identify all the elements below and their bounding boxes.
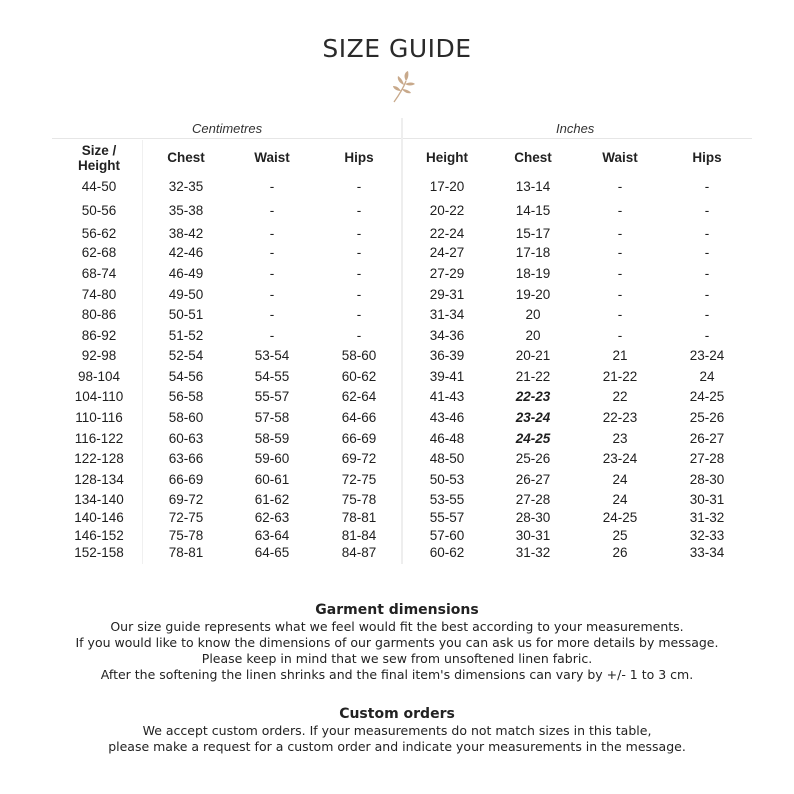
cell-cm-waist: 62-63 [254, 510, 290, 525]
cell-in-hips: 24-25 [689, 389, 725, 404]
cell-in-hips: - [704, 266, 710, 281]
section-label-centimetres: Centimetres [192, 121, 263, 136]
page-title: SIZE GUIDE [322, 34, 472, 63]
cell-cm-waist: 61-62 [254, 492, 290, 507]
cell-in-waist: 21 [612, 348, 628, 363]
cell-in-height: 27-29 [429, 266, 465, 281]
cell-size-height: 50-56 [81, 203, 117, 218]
cell-size-height: 122-128 [74, 451, 124, 466]
cell-cm-waist: - [269, 245, 275, 260]
cell-in-waist: - [617, 328, 623, 343]
cell-in-waist: 24 [612, 492, 628, 507]
cell-cm-chest: 63-66 [168, 451, 204, 466]
cell-in-chest: 22-23 [515, 389, 551, 404]
cell-in-chest: 13-14 [515, 179, 551, 194]
cell-cm-hips: - [356, 245, 362, 260]
cell-size-height: 104-110 [74, 389, 124, 404]
cell-cm-waist: 60-61 [254, 472, 290, 487]
cell-cm-waist: 58-59 [254, 431, 290, 446]
cell-cm-chest: 54-56 [168, 369, 204, 384]
cell-in-waist: 22 [612, 389, 628, 404]
cell-in-hips: 26-27 [689, 431, 725, 446]
cell-cm-hips: 84-87 [341, 545, 377, 560]
cell-cm-chest: 72-75 [168, 510, 204, 525]
size-column-divider [142, 140, 143, 564]
cell-cm-hips: 66-69 [341, 431, 377, 446]
cell-cm-chest: 50-51 [168, 307, 204, 322]
cell-size-height: 44-50 [81, 179, 117, 194]
unit-divider [401, 118, 403, 564]
cell-in-hips: 28-30 [689, 472, 725, 487]
cell-cm-hips: 81-84 [341, 528, 377, 543]
cell-cm-waist: 53-54 [254, 348, 290, 363]
cell-in-chest: 20 [525, 307, 541, 322]
leaf-sprig-icon [390, 70, 418, 104]
cell-size-height: 80-86 [81, 307, 117, 322]
cell-in-waist: 23-24 [602, 451, 638, 466]
cell-cm-hips: 72-75 [341, 472, 377, 487]
cell-cm-hips: - [356, 307, 362, 322]
cell-in-chest: 28-30 [515, 510, 551, 525]
header-cm-waist: Waist [254, 150, 290, 165]
header-in-height: Height [426, 150, 468, 165]
cell-cm-hips: 60-62 [341, 369, 377, 384]
cell-in-chest: 17-18 [515, 245, 551, 260]
cell-size-height: 128-134 [74, 472, 124, 487]
cell-in-chest: 15-17 [515, 226, 551, 241]
cell-in-height: 34-36 [429, 328, 465, 343]
cell-size-height: 152-158 [74, 545, 124, 560]
cell-in-waist: - [617, 226, 623, 241]
cell-in-waist: - [617, 245, 623, 260]
cell-cm-chest: 60-63 [168, 431, 204, 446]
custom-orders-heading: Custom orders [339, 706, 455, 722]
cell-size-height: 68-74 [81, 266, 117, 281]
cell-in-hips: - [704, 179, 710, 194]
cell-cm-chest: 42-46 [168, 245, 204, 260]
header-cm-chest: Chest [167, 150, 205, 165]
cell-cm-chest: 46-49 [168, 266, 204, 281]
cell-cm-waist: - [269, 287, 275, 302]
cell-in-height: 43-46 [429, 410, 465, 425]
cell-in-waist: 22-23 [602, 410, 638, 425]
cell-cm-waist: 64-65 [254, 545, 290, 560]
cell-in-hips: - [704, 307, 710, 322]
cell-in-hips: 33-34 [689, 545, 725, 560]
garment-line: After the softening the linen shrinks and the final item's dimensions can vary by +/- 1 to 3 cm. [100, 667, 694, 682]
header-in-waist: Waist [602, 150, 638, 165]
cell-in-height: 39-41 [429, 369, 465, 384]
cell-cm-chest: 78-81 [168, 545, 204, 560]
cell-cm-chest: 66-69 [168, 472, 204, 487]
garment-dimensions-heading: Garment dimensions [315, 602, 479, 618]
cell-in-height: 55-57 [429, 510, 465, 525]
cell-in-hips: - [704, 245, 710, 260]
cell-in-height: 31-34 [429, 307, 465, 322]
cell-in-chest: 23-24 [515, 410, 551, 425]
header-cm-hips: Hips [344, 150, 374, 165]
cell-in-hips: - [704, 328, 710, 343]
cell-cm-waist: - [269, 266, 275, 281]
header-size-line-2: Height [78, 158, 120, 173]
cell-cm-hips: - [356, 226, 362, 241]
cell-cm-waist: 54-55 [254, 369, 290, 384]
cell-in-height: 20-22 [429, 203, 465, 218]
cell-in-hips: - [704, 287, 710, 302]
cell-cm-waist: 59-60 [254, 451, 290, 466]
cell-in-chest: 24-25 [515, 431, 551, 446]
cell-in-hips: 24 [699, 369, 715, 384]
cell-in-height: 46-48 [429, 431, 465, 446]
cell-cm-waist: - [269, 307, 275, 322]
cell-in-height: 57-60 [429, 528, 465, 543]
cell-in-chest: 18-19 [515, 266, 551, 281]
cell-in-waist: - [617, 287, 623, 302]
cell-size-height: 62-68 [81, 245, 117, 260]
cell-in-waist: - [617, 179, 623, 194]
cell-in-waist: 24 [612, 472, 628, 487]
cell-cm-waist: 55-57 [254, 389, 290, 404]
cell-size-height: 110-116 [75, 410, 123, 425]
cell-in-hips: 31-32 [689, 510, 725, 525]
cell-in-hips: 32-33 [689, 528, 725, 543]
cell-cm-chest: 56-58 [168, 389, 204, 404]
cell-size-height: 146-152 [74, 528, 124, 543]
cell-in-hips: - [704, 203, 710, 218]
cell-size-height: 86-92 [81, 328, 117, 343]
cell-size-height: 116-122 [74, 431, 124, 446]
cell-in-chest: 20-21 [515, 348, 551, 363]
garment-line: If you would like to know the dimensions of our garments you can ask us for more details by message. [75, 635, 719, 650]
cell-in-height: 60-62 [429, 545, 465, 560]
cell-cm-hips: - [356, 287, 362, 302]
cell-cm-chest: 38-42 [168, 226, 204, 241]
cell-cm-hips: 64-66 [341, 410, 377, 425]
cell-size-height: 134-140 [74, 492, 124, 507]
cell-cm-waist: - [269, 328, 275, 343]
cell-size-height: 140-146 [74, 510, 124, 525]
cell-cm-chest: 69-72 [168, 492, 204, 507]
cell-cm-hips: - [356, 266, 362, 281]
cell-in-chest: 26-27 [515, 472, 551, 487]
cell-in-hips: 25-26 [689, 410, 725, 425]
cell-in-height: 41-43 [429, 389, 465, 404]
cell-in-waist: - [617, 266, 623, 281]
custom-orders-section [0, 705, 794, 755]
cell-in-waist: 25 [612, 528, 628, 543]
cell-cm-chest: 75-78 [168, 528, 204, 543]
cell-in-chest: 25-26 [515, 451, 551, 466]
cell-size-height: 74-80 [81, 287, 117, 302]
header-size-line-1: Size / [81, 143, 117, 158]
cell-in-hips: 27-28 [689, 451, 725, 466]
custom-line: please make a request for a custom order and indicate your measurements in the message. [108, 739, 686, 754]
cell-size-height: 56-62 [81, 226, 117, 241]
cell-in-waist: 24-25 [602, 510, 638, 525]
cell-size-height: 92-98 [81, 348, 117, 363]
cell-cm-hips: - [356, 179, 362, 194]
cell-cm-waist: 63-64 [254, 528, 290, 543]
cell-in-waist: - [617, 203, 623, 218]
cell-cm-hips: - [356, 328, 362, 343]
cell-cm-chest: 49-50 [168, 287, 204, 302]
cell-in-waist: 21-22 [602, 369, 638, 384]
cell-in-waist: 23 [612, 431, 628, 446]
cell-in-height: 17-20 [429, 179, 465, 194]
cell-cm-hips: 78-81 [341, 510, 377, 525]
cell-cm-waist: - [269, 179, 275, 194]
garment-line: Our size guide represents what we feel would fit the best according to your measurements. [110, 619, 684, 634]
cell-in-height: 22-24 [429, 226, 465, 241]
cell-in-chest: 21-22 [515, 369, 551, 384]
custom-line: We accept custom orders. If your measurements do not match sizes in this table, [142, 723, 652, 738]
cell-cm-chest: 51-52 [168, 328, 204, 343]
cell-in-chest: 14-15 [515, 203, 551, 218]
cell-cm-chest: 52-54 [168, 348, 204, 363]
garment-dimensions-section [0, 601, 794, 683]
cell-cm-hips: 75-78 [341, 492, 377, 507]
cell-size-height: 98-104 [77, 369, 121, 384]
cell-in-chest: 30-31 [515, 528, 551, 543]
cell-cm-hips: - [356, 203, 362, 218]
cell-in-height: 53-55 [429, 492, 465, 507]
cell-in-chest: 27-28 [515, 492, 551, 507]
cell-cm-hips: 62-64 [341, 389, 377, 404]
cell-in-chest: 19-20 [515, 287, 551, 302]
cell-in-height: 50-53 [429, 472, 465, 487]
cell-in-chest: 31-32 [515, 545, 551, 560]
header-in-chest: Chest [514, 150, 552, 165]
cell-in-chest: 20 [525, 328, 541, 343]
cell-in-height: 36-39 [429, 348, 465, 363]
cell-cm-waist: - [269, 226, 275, 241]
cell-in-hips: - [704, 226, 710, 241]
cell-cm-chest: 32-35 [168, 179, 204, 194]
cell-cm-waist: 57-58 [254, 410, 290, 425]
cell-in-waist: 26 [612, 545, 628, 560]
cell-in-hips: 23-24 [689, 348, 725, 363]
cell-in-height: 29-31 [429, 287, 465, 302]
garment-line: Please keep in mind that we sew from unsoftened linen fabric. [201, 651, 593, 666]
cell-in-waist: - [617, 307, 623, 322]
section-label-inches: Inches [556, 121, 595, 136]
header-size [69, 143, 129, 173]
cell-cm-waist: - [269, 203, 275, 218]
header-in-hips: Hips [692, 150, 722, 165]
cell-in-hips: 30-31 [689, 492, 725, 507]
cell-cm-hips: 69-72 [341, 451, 377, 466]
cell-in-height: 24-27 [429, 245, 465, 260]
cell-cm-chest: 35-38 [168, 203, 204, 218]
cell-cm-hips: 58-60 [341, 348, 377, 363]
cell-cm-chest: 58-60 [168, 410, 204, 425]
cell-in-height: 48-50 [429, 451, 465, 466]
